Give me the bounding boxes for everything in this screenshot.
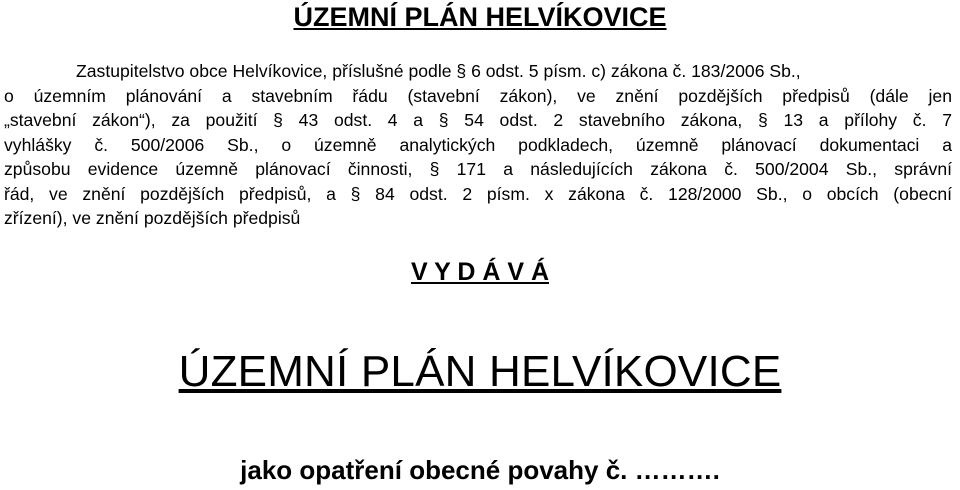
- intro-line-6: řád, ve znění pozdějších předpisů, a § 84 odst. 2 písm. x zákona č. 128/2000 Sb., o obcích (obecní: [4, 183, 952, 204]
- intro-line-3: „stavební zákon“), za použití § 43 odst. 4 a § 54 odst. 2 stavebního zákona, § 13 a přílohy č. 7: [4, 110, 952, 130]
- document-title-top: ÚZEMNÍ PLÁN HELVÍKOVICE: [293, 2, 667, 32]
- intro-line-7: zřízení), ve znění pozdějších předpisů: [4, 208, 301, 228]
- intro-line-1: Zastupitelstvo obce Helvíkovice, příslušné podle § 6 odst. 5 písm. c) zákona č. 183/2006 Sb.,: [76, 61, 801, 81]
- document-title-main: ÚZEMNÍ PLÁN HELVÍKOVICE: [178, 347, 782, 396]
- document-subtitle: jako opatření obecné povahy č. ……….: [240, 455, 720, 485]
- intro-line-2: o územním plánování a stavebním řádu (stavební zákon), ve znění pozdějších předpisů (dále jen: [4, 85, 952, 106]
- intro-line-5: způsobu evidence územně plánovací činnosti, § 171 a následujících zákona č. 500/2004 Sb., správní: [4, 159, 952, 179]
- issues-heading: V Y D Á V Á: [410, 258, 549, 286]
- intro-paragraph: [4, 59, 952, 231]
- intro-line-4: vyhlášky č. 500/2006 Sb., o územně analytických podkladech, územně plánovací dokumentaci a: [4, 134, 952, 155]
